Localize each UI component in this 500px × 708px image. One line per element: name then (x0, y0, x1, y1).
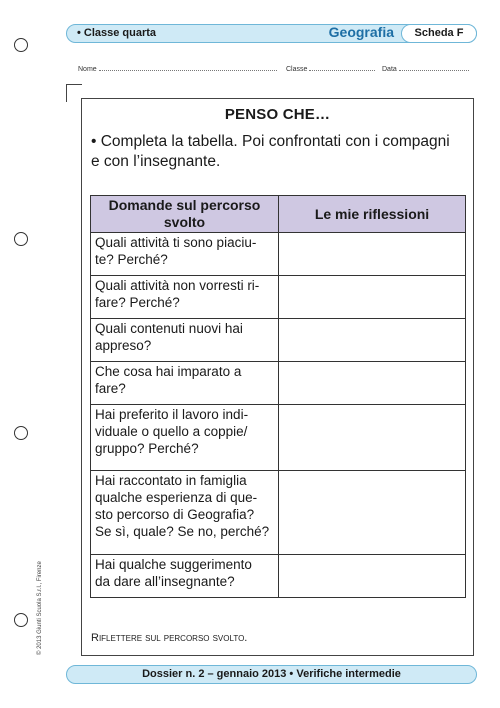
date-label: Data (382, 66, 397, 73)
worksheet-title: PENSO CHE… (224, 106, 331, 123)
name-blank (99, 64, 277, 71)
header-bar (66, 24, 477, 43)
table-row (91, 319, 466, 362)
frame-corner (66, 84, 82, 102)
question-cell: Hai preferito il lavoro indi- viduale o quello a coppie/ gruppo? Perché? (91, 405, 279, 471)
instruction-text: • Completa la tabella. Poi confrontati con i compagni e con l’insegnante. (91, 133, 450, 170)
name-label: Nome (78, 66, 97, 73)
reflection-table (90, 195, 466, 598)
class-field (286, 64, 375, 73)
question-cell: Quali attività ti sono piaciu- te? Perché? (91, 233, 279, 276)
question-cell: Che cosa hai imparato a fare? (91, 362, 279, 405)
footer-bar: Dossier n. 2 – gennaio 2013 • Verifiche intermedie (66, 665, 477, 684)
question-cell: Hai raccontato in famiglia qualche esperienza di que- sto percorso di Geografia? Se sì, quale? Se no, perché? (91, 471, 279, 555)
table-row (91, 276, 466, 319)
answer-cell[interactable] (279, 405, 466, 471)
column-header-questions: Domande sul percorso svolto (91, 196, 279, 233)
table-header-row (91, 196, 466, 233)
subject-title: Geografia (328, 24, 394, 40)
column-header-reflections: Le mie riflessioni (279, 196, 466, 233)
class-label: • Classe quarta (77, 27, 157, 39)
date-blank (399, 64, 469, 71)
answer-cell[interactable] (279, 362, 466, 405)
answer-cell[interactable] (279, 276, 466, 319)
sheet-label: Scheda F (401, 24, 477, 43)
answer-cell[interactable] (279, 233, 466, 276)
answer-cell[interactable] (279, 471, 466, 555)
name-field (78, 64, 277, 73)
table-row (91, 471, 466, 555)
binder-hole (14, 232, 28, 246)
table-row (91, 405, 466, 471)
binder-hole (14, 613, 28, 627)
question-cell: Quali contenuti nuovi hai appreso? (91, 319, 279, 362)
copyright-text: © 2013 Giunti Scuola S.r.l., Firenze (37, 561, 43, 655)
table-row (91, 555, 466, 598)
binder-hole (14, 426, 28, 440)
answer-cell[interactable] (279, 319, 466, 362)
class-field-label: Classe (286, 66, 308, 73)
table-row (91, 233, 466, 276)
date-field (382, 64, 469, 73)
footnote: Riflettere sul percorso svolto. (91, 632, 248, 644)
class-blank (309, 64, 375, 71)
question-cell: Hai qualche suggerimento da dare all’insegnante? (91, 555, 279, 598)
table-row (91, 362, 466, 405)
answer-cell[interactable] (279, 555, 466, 598)
binder-hole (14, 38, 28, 52)
question-cell: Quali attività non vorresti ri- fare? Perché? (91, 276, 279, 319)
